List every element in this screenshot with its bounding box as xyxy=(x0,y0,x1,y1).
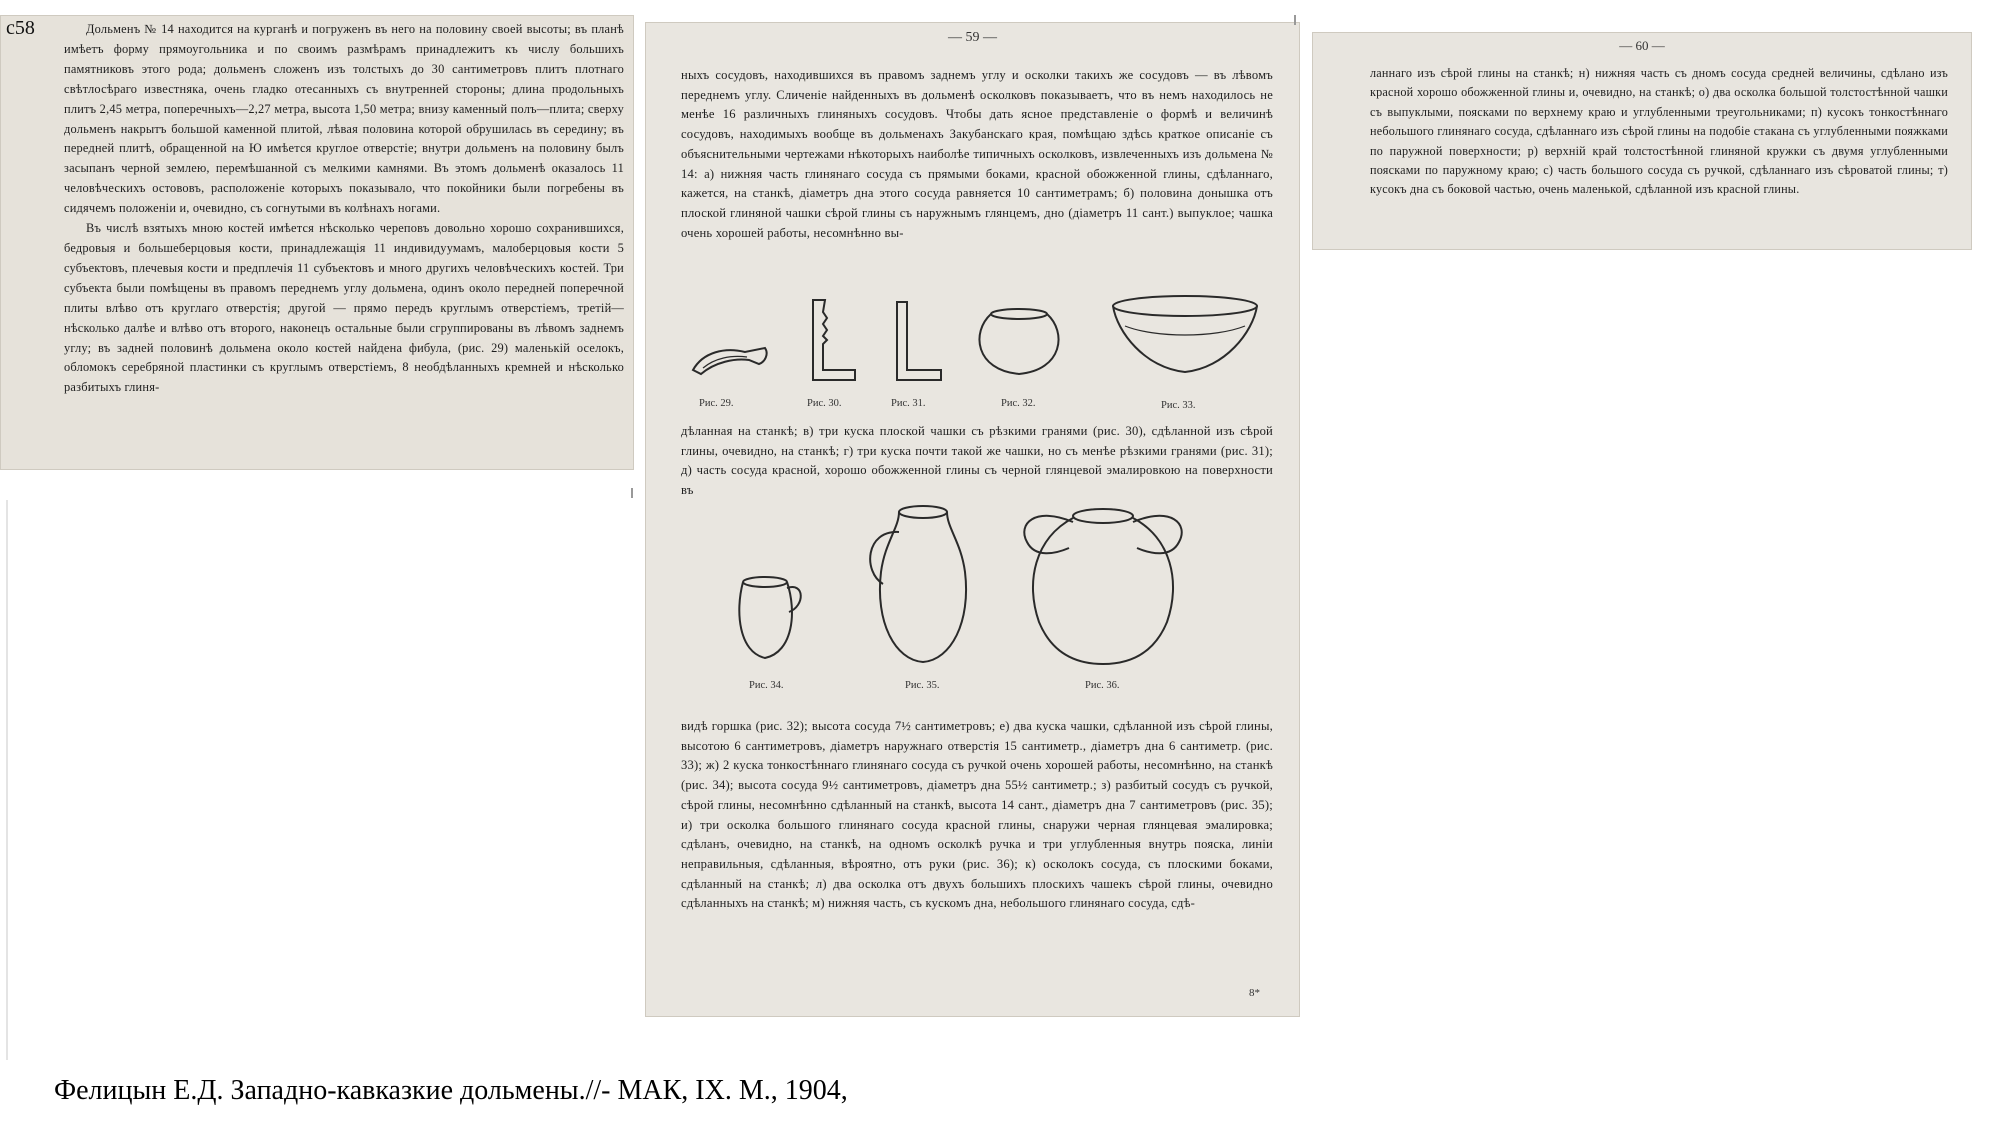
figure-caption: Рис. 35. xyxy=(905,680,940,691)
figure-caption: Рис. 29. xyxy=(699,398,734,409)
rim-profile-figure-31 xyxy=(897,302,941,380)
rim-profile-figure-30 xyxy=(813,300,855,380)
paragraph: Въ числѣ взятыхъ мною костей имѣется нѣсколько череповъ довольно хорошо сохранившихся, бедровыя и большеберцовыя кости, принадлежащія 11 индивидуумамъ, малоберцовыя кости 5 субъектовъ, плечевыя кости и предплечія 11 субъектовъ и много другихъ человѣческихъ костей. Три субъекта были помѣщены въ правомъ переднемъ углу дольмена, одинъ около передней поперечной плиты влѣво отъ круглаго отверстія; другой — прямо передъ круглымъ отверстіемъ, третій—нѣсколько далѣе и влѣво отъ второго, наконецъ остальные были сгруппированы въ лѣвомъ заднемъ углу; въ задней половинѣ дольмена около костей найдена фибула, (рис. 29) маленькій оселокъ, обломокъ серебряной пластинки съ круглымъ отверстіемъ, 8 необдѣланныхъ кремней и нѣсколько разбитыхъ глиня- xyxy=(64,221,624,395)
paragraph: Дольменъ № 14 находится на курганѣ и погруженъ въ него на половину своей высоты; въ планѣ имѣетъ форму прямоугольника и по своимъ размѣрамъ принадлежитъ къ числу большихъ памятниковъ этого рода; дольменъ сложенъ изъ толстыхъ до 30 сантиметровъ плитъ плотнаго свѣтлосѣраго известняка, очень гладко отесанныхъ съ внутренней стороны; длина продольныхъ плитъ 2,45 метра, поперечныхъ—2,27 метра, высота 1,50 метра; внизу каменный полъ—плита; сверху дольменъ накрытъ большой каменной плитой, лѣвая половина которой обрушилась въ середину; въ передней плитѣ, обращенной на Ю имѣется круглое отверстіе; внутри дольменъ на половину былъ засыпанъ черной землею, перемѣшанной съ мелкими камнями. Въ этомъ дольменѣ оказалось 11 человѣческихъ остововъ, расположеніе которыхъ показывало, что покойники были погребены въ сидячемъ положеніи и, очевидно, съ согнутыми въ колѣнахъ ногами. xyxy=(64,22,624,216)
page-number: — 59 — xyxy=(948,30,997,45)
source-caption: Фелицын Е.Д. Западно-кавказкие дольмены.//- МАК, IX. М., 1904, xyxy=(54,1075,848,1106)
scan-page-59 xyxy=(645,22,1300,1017)
figure-caption: Рис. 30. xyxy=(807,398,842,409)
two-handled-vessel-figure-36 xyxy=(1024,509,1181,664)
figure-caption: Рис. 32. xyxy=(1001,398,1036,409)
pot-figure-32 xyxy=(979,309,1058,374)
page-59-text-top xyxy=(681,66,1273,243)
figures-row-2-drawing xyxy=(735,502,1255,687)
fibula-figure xyxy=(693,348,767,374)
figure-caption: Рис. 34. xyxy=(749,680,784,691)
scan-edge-mark xyxy=(631,488,633,498)
paragraph: ланнаго изъ сѣрой глины на станкѣ; н) нижняя часть съ дномъ сосуда средней величины, сдѣлано изъ красной хорошо обожженной глины и, очевидно, на станкѣ; о) два осколка большой толстостѣнной чашки съ выпуклыми, поясками по верхнему краю и углубленными треугольниками; п) кусокъ тонкостѣннаго небольшого глинянаго сосуда, сдѣланнаго изъ сѣрой глины на подобіе стакана съ углубленными пояжками по паружной поверхности; р) верхній край толстостѣнной глиняной кружки съ двумя углубленными поясками по паружному краю; с) часть большого сосуда съ ручкой, сдѣланнаго изъ сѣроватой глины; т) кусокъ дна съ боковой частью, очень маленькой, сдѣланной изъ красной глины. xyxy=(1370,66,1948,197)
page-59-text-middle xyxy=(681,422,1273,501)
paragraph: дѣланная на станкѣ; в) три куска плоской чашки съ рѣзкими гранями (рис. 30), сдѣланной изъ сѣрой глины, очевидно, на станкѣ; г) три куска почти такой же чашки, но съ менѣе рѣзкими гранями (рис. 31); д) часть сосуда красной, хорошо обожженной глины съ черной глянцевой эмалировкою на поверхности въ xyxy=(681,424,1273,498)
jug-figure-35 xyxy=(870,506,966,662)
page-59-text-bottom xyxy=(681,717,1273,914)
paragraph: видѣ горшка (рис. 32); высота сосуда 7½ сантиметровъ; е) два куска чашки, сдѣланной изъ сѣрой глины, высотою 6 сантиметровъ, діаметръ наружнаго отверстія 15 сантиметр., діаметръ дна 6 сантиметр. (рис. 33); ж) 2 куска тонкостѣннаго глинянаго сосуда съ ручкой очень хорошей работы, несомнѣнно, на станкѣ (рис. 34); высота сосуда 9½ сантиметровъ, діаметръ дна 55½ сантиметр.; з) разбитый сосудъ съ ручкой, сѣрой глины, несомнѣнно сдѣланный на станкѣ, высота 14 сант., діаметръ дна 7 сантиметровъ (рис. 35); и) три осколка большого глинянаго сосуда красной глины, снаружи черная глянцевая эмалировка; сдѣланъ, очевидно, на станкѣ, на одномъ осколкѣ ручка и три углубленныя внутрь пояска, линіи неправильныя, сдѣланныя, вѣроятно, отъ руки (рис. 36); к) осколокъ сосуда, съ плоскими боками, сдѣланный на станкѣ; л) два осколка отъ двухъ большихъ плоскихъ чашекъ сѣрой глины, очевидно сдѣланныхъ на станкѣ; м) нижняя часть, съ кускомъ дна, небольшого глинянаго сосуда, сдѣ- xyxy=(681,719,1273,911)
figure-caption: Рис. 31. xyxy=(891,398,926,409)
figures-row-1-drawing xyxy=(685,292,1275,392)
figures-row-1 xyxy=(685,292,1275,417)
page-tag: c58 xyxy=(6,17,35,39)
page-58-text xyxy=(64,20,624,398)
scan-page-58 xyxy=(0,15,634,470)
scan-page-60 xyxy=(1312,32,1972,250)
signature-mark: 8* xyxy=(1249,987,1260,999)
figure-caption: Рис. 36. xyxy=(1085,680,1120,691)
figures-row-2 xyxy=(735,502,1255,712)
figure-caption: Рис. 33. xyxy=(1161,400,1196,411)
page-number: — 60 — xyxy=(1619,38,1665,53)
paragraph: ныхъ сосудовъ, находившихся въ правомъ заднемъ углу и осколки такихъ же сосудовъ — въ лѣвомъ переднемъ углу. Сличеніе найденныхъ въ дольменѣ осколковъ показываетъ, что въ немъ находилось не менѣе 16 различныхъ глиняныхъ сосудовъ. Чтобы дать ясное представленіе о формѣ и величинѣ сосудовъ, находимыхъ вообще въ дольменахъ Закубанскаго края, помѣщаю здѣсь краткое описаніе съ объяснительными чертежами нѣкоторыхъ наиболѣе типичныхъ осколковъ, извлеченныхъ изъ дольмена № 14: а) нижняя часть глинянаго сосуда съ прямыми боками, красной обожженной глины, сдѣланнаго, кажется, на станкѣ, діаметръ дна этого сосуда равняется 10 сантиметрамъ; б) половина донышка отъ плоской глиняной чашки сѣрой глины съ наружнымъ глянцемъ, дно (діаметръ 11 сант.) выпуклое; чашка очень хорошей работы, несомнѣнно вы- xyxy=(681,68,1273,240)
bowl-figure-33 xyxy=(1113,296,1257,372)
scan-edge-mark xyxy=(1294,15,1296,25)
scan-edge-mark xyxy=(6,500,8,1060)
page-60-text xyxy=(1370,64,1948,200)
small-jug-figure-34 xyxy=(739,577,800,658)
